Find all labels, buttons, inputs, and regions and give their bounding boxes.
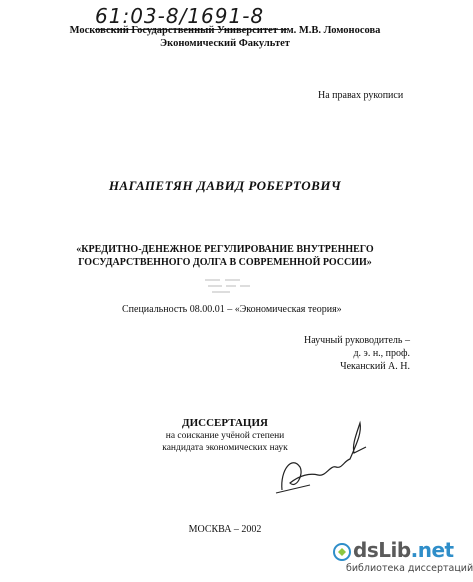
handwritten-catalog-code: 61:03-8/1691-8 xyxy=(95,4,265,28)
dissertation-degree-line: на соискание учёной степени xyxy=(165,431,285,441)
dslib-watermark[interactable] xyxy=(353,538,454,562)
faint-library-stamp xyxy=(200,277,260,295)
handwritten-signature xyxy=(270,415,370,500)
supervisor-degree: д. э. н., проф. xyxy=(353,348,410,359)
dissertation-heading: ДИССЕРТАЦИЯ xyxy=(182,417,268,429)
dslib-site-name: dsLib xyxy=(353,538,411,562)
author-name: НАГАПЕТЯН ДАВИД РОБЕРТОВИЧ xyxy=(108,178,342,193)
supervisor-name: Чеканский А. Н. xyxy=(340,361,410,372)
university-name: Московский Государственный Университет им. М.В. Ломоносова xyxy=(69,25,381,36)
dslib-logo-icon xyxy=(333,543,351,561)
city-year: МОСКВА – 2002 xyxy=(188,524,262,535)
thesis-title-line-1: «КРЕДИТНО-ДЕНЕЖНОЕ РЕГУЛИРОВАНИЕ ВНУТРЕННЕГО xyxy=(76,244,374,255)
thesis-title-line-2: ГОСУДАРСТВЕННОГО ДОЛГА В СОВРЕМЕННОЙ РОССИИ» xyxy=(78,257,372,268)
faculty-name: Экономический Факультет xyxy=(160,38,290,49)
dslib-site-tld: .net xyxy=(410,538,454,562)
dissertation-field-line: кандидата экономических наук xyxy=(162,443,288,453)
supervisor-label: Научный руководитель – xyxy=(304,335,410,346)
specialty: Специальность 08.00.01 – «Экономическая теория» xyxy=(122,304,342,315)
manuscript-rights: На правах рукописи xyxy=(318,90,404,101)
dslib-tagline: библиотека диссертаций xyxy=(346,563,473,574)
